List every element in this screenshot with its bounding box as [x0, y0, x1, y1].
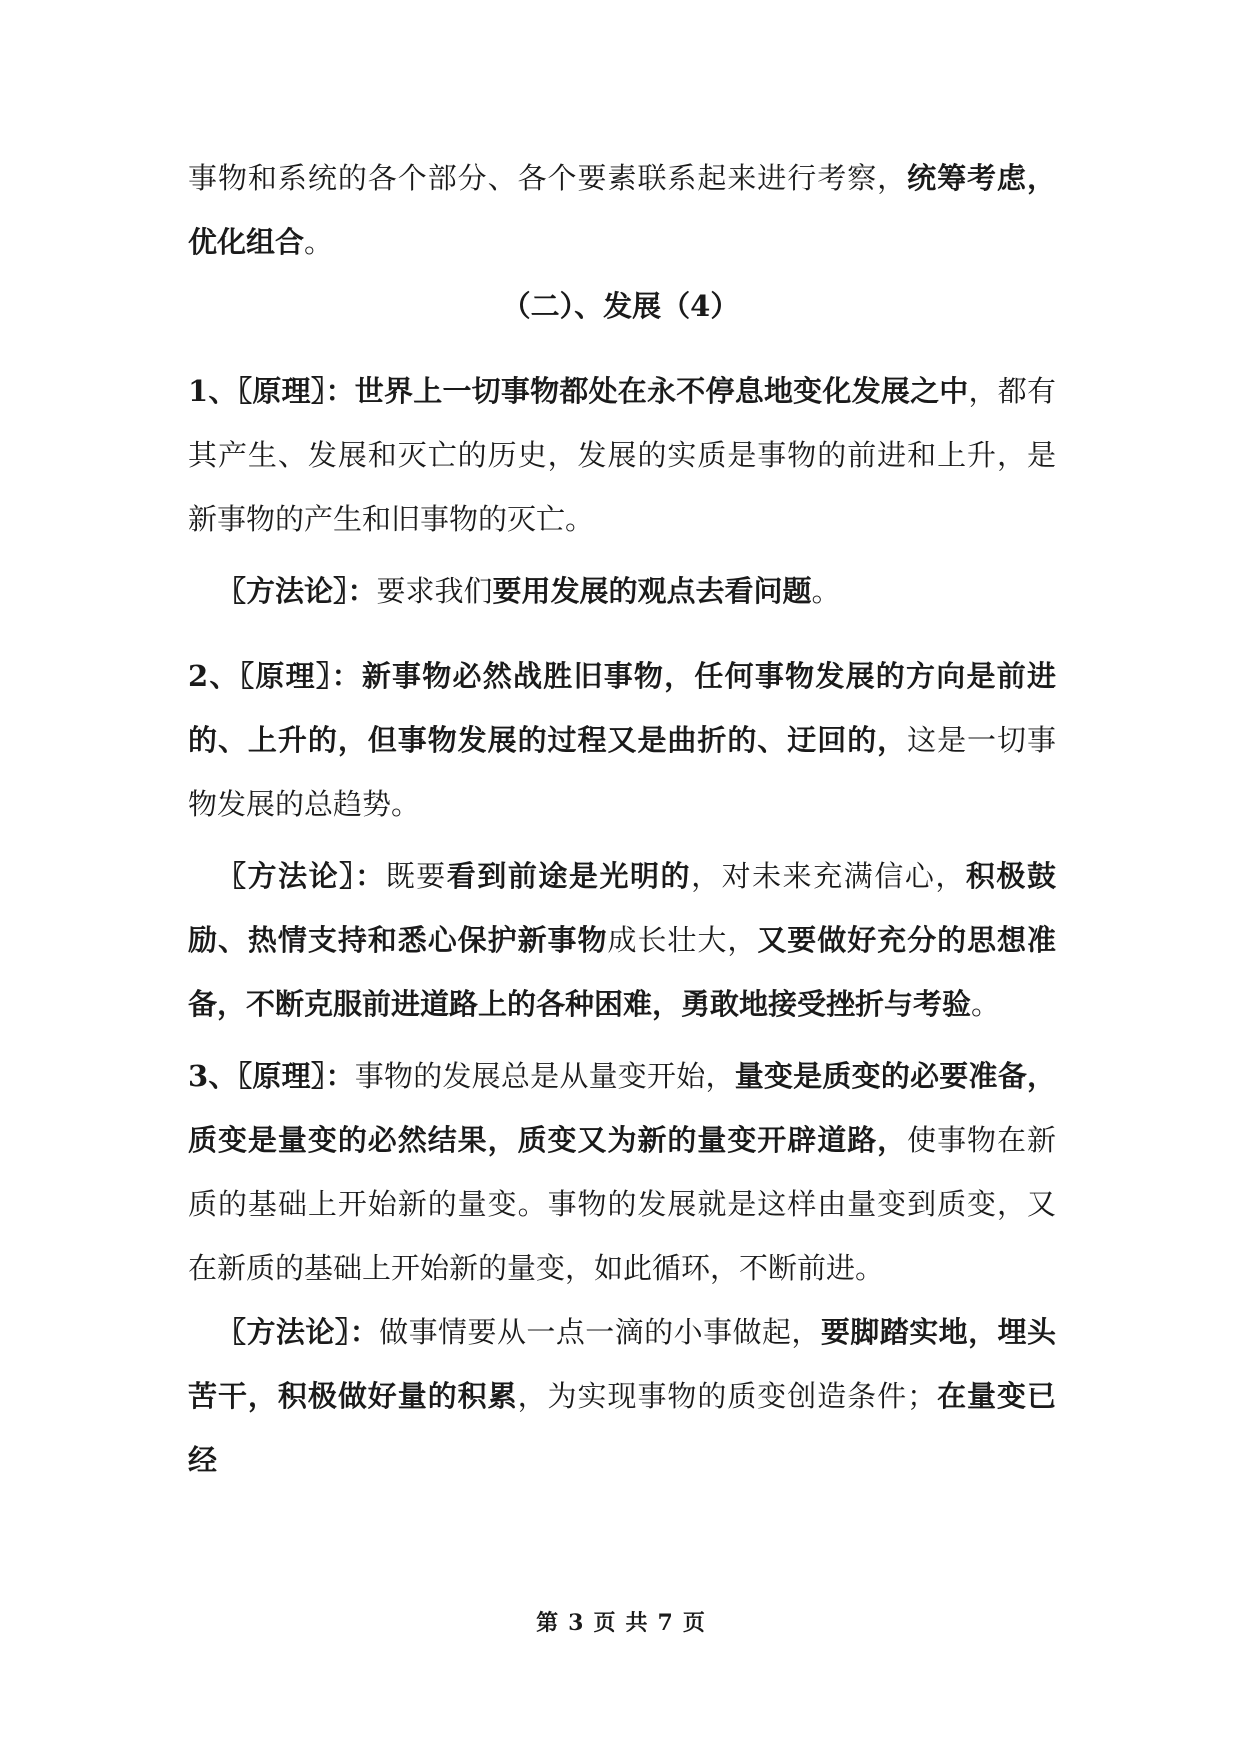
text-span: ，对未来充满信心， — [691, 859, 966, 893]
footer-text: 共 — [625, 1610, 648, 1636]
method-1 — [188, 559, 1056, 623]
text-span: 使事物在新质的基础上开始新的量变。事物的发展就是这样由量变到质变，又在新质的基础上开始新的量变，如此循环，不断前进。 — [188, 1123, 1056, 1285]
paragraph-systems — [188, 146, 1056, 274]
principle-3 — [188, 1044, 1056, 1300]
principle-label: 〖原理〗： — [237, 1059, 355, 1093]
footer-text: 页 — [682, 1610, 705, 1636]
text-span: 成长壮大， — [607, 923, 758, 957]
text-span: ，都有其产生、发展和灭亡的历史，发展的实质是事物的前进和上升，是新事物的产生和旧事物的灭亡。 — [188, 374, 1056, 536]
method-3 — [188, 1300, 1056, 1492]
page-number: 3 — [568, 1610, 584, 1636]
bold-text: 看到前途是光明的 — [446, 859, 692, 893]
footer-text: 页 — [593, 1610, 616, 1636]
bold-text: 要用发展的观点去看问题 — [492, 574, 812, 608]
principle-label: 〖原理〗： — [239, 659, 362, 693]
footer-text: 第 — [536, 1610, 559, 1636]
total-pages: 7 — [657, 1610, 673, 1636]
text-span: 事物的发展总是从量变开始， — [354, 1059, 735, 1093]
text-span: 。 — [971, 987, 1001, 1021]
text-span: 。 — [304, 225, 334, 259]
text-span: ，为实现事物的质变创造条件； — [517, 1379, 937, 1413]
principle-label: 〖原理〗： — [237, 374, 355, 408]
text-span: 事物和系统的各个部分、各个要素联系起来进行考察， — [188, 161, 908, 195]
page-footer — [0, 1608, 1241, 1638]
bold-text: 新事物必然战胜旧事物，任何事物发展的方向是前进的、上升的，但事物发展的过程又是曲折的、迂回的， — [188, 659, 1056, 757]
text-span: 既要 — [385, 859, 447, 893]
text-span: 。 — [811, 574, 841, 608]
principle-1 — [188, 359, 1056, 551]
principle-2 — [188, 644, 1056, 836]
method-label: 〖方法论〗： — [217, 859, 386, 893]
method-2 — [188, 844, 1056, 1036]
bold-text: 又要做好充分的思想准备，不断克服前进道路上的各种困难，勇敢地接受挫折与考验 — [188, 923, 1056, 1021]
item-number: 3、 — [188, 1059, 238, 1093]
text-span: 要求我们 — [376, 574, 493, 608]
item-number: 1、 — [188, 374, 238, 408]
section-heading: （二）、发展（4） — [501, 289, 740, 323]
bold-text: 在量变已经 — [188, 1379, 1056, 1477]
bold-text: 量变是质变的必要准备，质变是量变的必然结果，质变又为新的量变开辟道路， — [188, 1059, 1056, 1157]
item-number: 2、 — [188, 659, 240, 693]
method-label: 〖方法论〗： — [217, 574, 377, 608]
bold-text: 统筹考虑，优化组合 — [188, 161, 1056, 259]
text-span: 做事情要从一点一滴的小事做起， — [379, 1315, 821, 1349]
text-span: 这是一切事物发展的总趋势。 — [188, 723, 1056, 821]
bold-text: 世界上一切事物都处在永不停息地变化发展之中 — [354, 374, 969, 408]
method-label: 〖方法论〗： — [217, 1315, 380, 1349]
bold-text: 要脚踏实地，埋头苦干，积极做好量的积累 — [188, 1315, 1056, 1413]
bold-text: 积极鼓励、热情支持和悉心保护新事物 — [188, 859, 1056, 957]
